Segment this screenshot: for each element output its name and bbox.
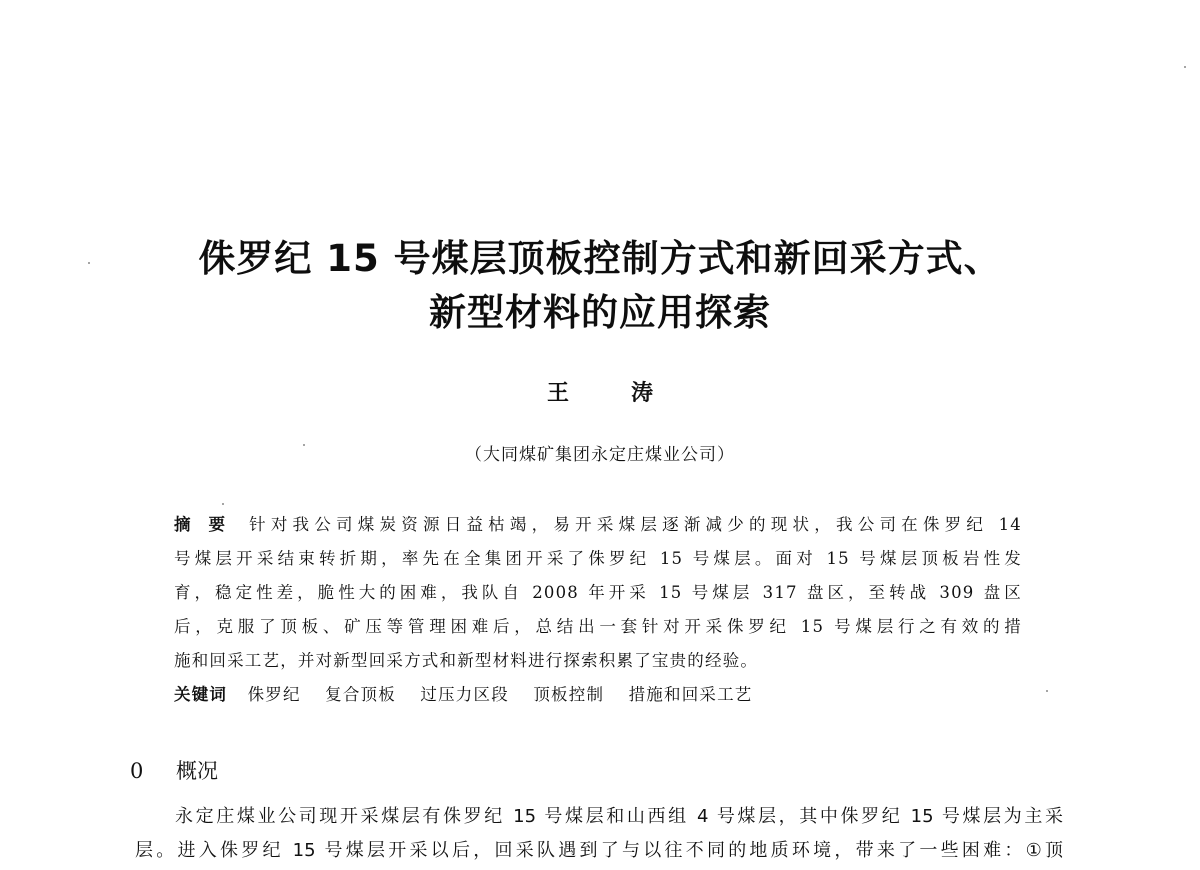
keyword: 复合顶板	[325, 685, 396, 704]
section-title: 概况	[176, 759, 218, 783]
paper-title-line-1: 侏罗纪 15 号煤层顶板控制方式和新回采方式、	[198, 237, 1002, 280]
section-number: 0	[130, 759, 144, 783]
scan-speck	[1184, 66, 1186, 68]
scan-speck	[222, 503, 224, 505]
abstract-text: 针对我公司煤炭资源日益枯竭，易开采煤层逐渐减少的现状，我公司在侏罗纪 14	[249, 515, 1023, 534]
keyword: 过压力区段	[420, 685, 509, 704]
keyword: 顶板控制	[533, 685, 605, 704]
scan-speck	[88, 262, 90, 264]
keywords-label: 关键词	[174, 685, 228, 704]
abstract-label: 摘要	[174, 515, 244, 534]
author-name: 王涛	[546, 381, 715, 406]
body-text	[135, 802, 1063, 870]
paper-title-line-2: 新型材料的应用探索	[429, 291, 771, 334]
scan-speck	[303, 444, 305, 446]
abstract-block	[174, 512, 1038, 712]
keywords-line	[174, 682, 1038, 712]
abstract-line: 后，克服了顶板、矿压等管理困难后，总结出一套针对开采侏罗纪 15 号煤层行之有效的措	[174, 617, 1022, 636]
section-heading	[130, 755, 218, 785]
abstract-line: 号煤层开采结束转折期，率先在全集团开采了侏罗纪 15 号煤层。面对 15 号煤层顶板岩性发	[174, 549, 1022, 568]
body-line: 永定庄煤业公司现开采煤层有侏罗纪 15 号煤层和山西组 4 号煤层，其中侏罗纪 15 号煤层为主采	[175, 806, 1063, 827]
body-line: 层。进入侏罗纪 15 号煤层开采以后，回采队遇到了与以往不同的地质环境，带来了一些困难：①顶	[135, 840, 1063, 861]
keyword: 措施和回采工艺	[628, 685, 753, 704]
abstract-line: 育，稳定性差，脆性大的困难，我队自 2008 年开采 15 号煤层 317 盘区，至转战 309 盘区	[174, 583, 1022, 602]
author-affiliation: （大同煤矿集团永定庄煤业公司）	[465, 445, 735, 465]
abstract-line	[174, 512, 1022, 546]
scan-speck	[1046, 690, 1048, 692]
abstract-line: 施和回采工艺，并对新型回采方式和新型材料进行探索积累了宝贵的经验。	[174, 651, 759, 670]
keyword: 侏罗纪	[247, 685, 301, 704]
